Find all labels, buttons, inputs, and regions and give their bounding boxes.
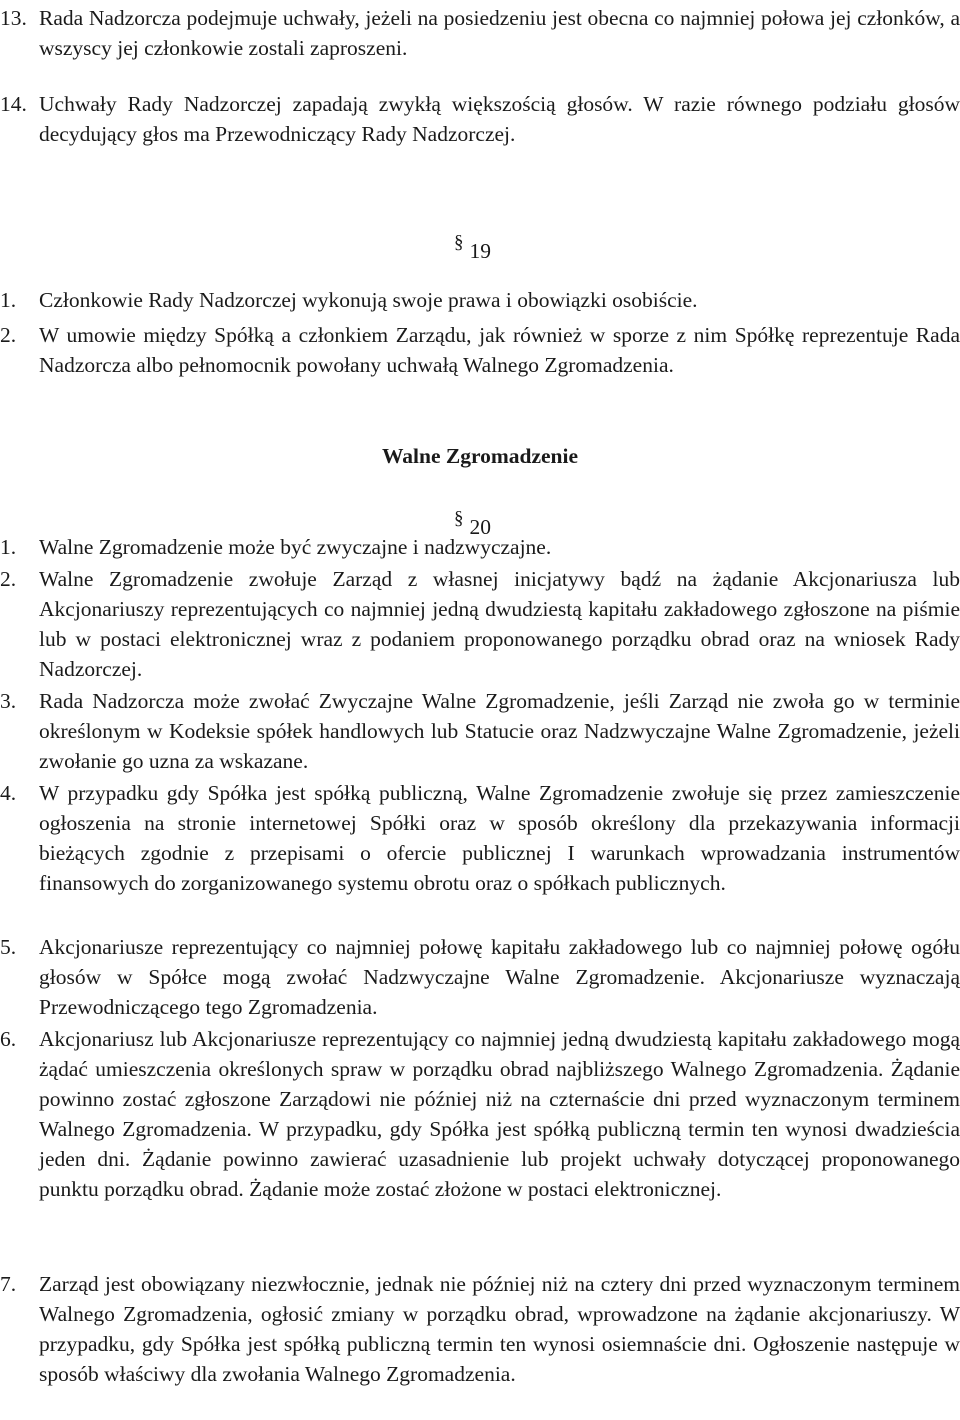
item-number: 2. bbox=[0, 567, 17, 591]
item-text: Walne Zgromadzenie może być zwyczajne i nadzwyczajne. bbox=[39, 535, 552, 559]
item-number: 1. bbox=[0, 288, 17, 312]
item-number: 14. bbox=[0, 92, 27, 116]
item-number: 4. bbox=[0, 781, 17, 805]
section-sign: § bbox=[454, 508, 464, 529]
item-text: Członkowie Rady Nadzorczej wykonują swoje prawa i obowiązki osobiście. bbox=[39, 288, 698, 312]
section-sign: § bbox=[454, 232, 464, 253]
item-text: Rada Nadzorcza może zwołać Zwyczajne Walne Zgromadzenie, jeśli Zarząd nie zwoła go w terminie określonym w Kodeksie spółek handlowych lub Statucie oraz Nadzwyczajne Walne Zgromadzenie, jeżeli zwołanie go uzna za wskazane. bbox=[39, 689, 960, 773]
item-text: Uchwały Rady Nadzorczej zapadają zwykłą większością głosów. W razie równego podziału głosów decydujący głos ma Przewodniczący Rady Nadzorczej. bbox=[39, 92, 960, 146]
item-number: 13. bbox=[0, 6, 27, 30]
paragraph-number: 19 bbox=[469, 239, 491, 263]
item-text: W umowie między Spółką a członkiem Zarządu, jak również w sporze z nim Spółkę reprezentuje Rada Nadzorcza albo pełnomocnik powołany uchwałą Walnego Zgromadzenia. bbox=[39, 323, 960, 377]
item-text: Zarząd jest obowiązany niezwłocznie, jednak nie później niż na cztery dni przed wyznaczonym terminem Walnego Zgromadzenia, ogłosić zmiany w porządku obrad, wprowadzone na żądanie akcjonariuszy. W przypadku, gdy Spółka jest spółką publiczną termin ten wynosi osiemnaście dni. Ogłoszenie następuje w sposób właściwy dla zwołania Walnego Zgromadzenia. bbox=[39, 1272, 960, 1386]
item-number: 3. bbox=[0, 689, 17, 713]
item-text: Rada Nadzorcza podejmuje uchwały, jeżeli na posiedzeniu jest obecna co najmniej połowa jej członków, a wszyscy jej członkowie zostali zaproszeni. bbox=[39, 6, 960, 60]
item-text: Akcjonariusz lub Akcjonariusze reprezentujący co najmniej jedną dwudziestą kapitału zakładowego mogą żądać umieszczenia określonych spraw w porządku obrad najbliższego Walnego Zgromadzenia. Żądanie powinno zostać zgłoszone Zarządowi nie później niż na czternaście dni przed wyznaczonym terminem Walnego Zgromadzenia. W przypadku, gdy Spółka jest spółką publiczną termin ten wynosi dwadzieścia jeden dni. Żądanie powinno zawierać uzasadnienie lub projekt uchwały dotyczącej proponowanego punktu porządku obrad. Żądanie może zostać złożone w postaci elektronicznej. bbox=[39, 1027, 960, 1201]
section-title: Walne Zgromadzenie bbox=[381, 444, 579, 468]
item-text: Akcjonariusze reprezentujący co najmniej połowę kapitału zakładowego lub co najmniej połowę ogółu głosów w Spółce mogą zwołać Nadzwyczajne Walne Zgromadzenie. Akcjonariusze wyznaczają Przewodniczącego tego Zgromadzenia. bbox=[39, 935, 960, 1019]
item-number: 1. bbox=[0, 535, 17, 559]
item-text: Walne Zgromadzenie zwołuje Zarząd z własnej inicjatywy bądź na żądanie Akcjonariusza lub Akcjonariuszy reprezentujących co najmniej jedną dwudziestą kapitału zakładowego zgłoszone na piśmie lub w postaci elektronicznej wraz z podaniem proponowanego porządku obrad oraz na wniosek Rady Nadzorczej. bbox=[39, 567, 960, 681]
item-text: W przypadku gdy Spółka jest spółką publiczną, Walne Zgromadzenie zwołuje się przez zamieszczenie ogłoszenia na stronie internetowej Spółki oraz w sposób określony dla przekazywania informacji bieżących zgodnie z przepisami o ofercie publicznej I warunkach wprowadzania instrumentów finansowych do zorganizowanego systemu obrotu oraz o spółkach publicznych. bbox=[39, 781, 960, 895]
item-number: 7. bbox=[0, 1272, 17, 1296]
item-number: 2. bbox=[0, 323, 17, 347]
paragraph-number: 20 bbox=[469, 515, 491, 539]
item-number: 6. bbox=[0, 1027, 17, 1051]
item-number: 5. bbox=[0, 935, 17, 959]
paragraph-heading-19 bbox=[454, 228, 491, 266]
